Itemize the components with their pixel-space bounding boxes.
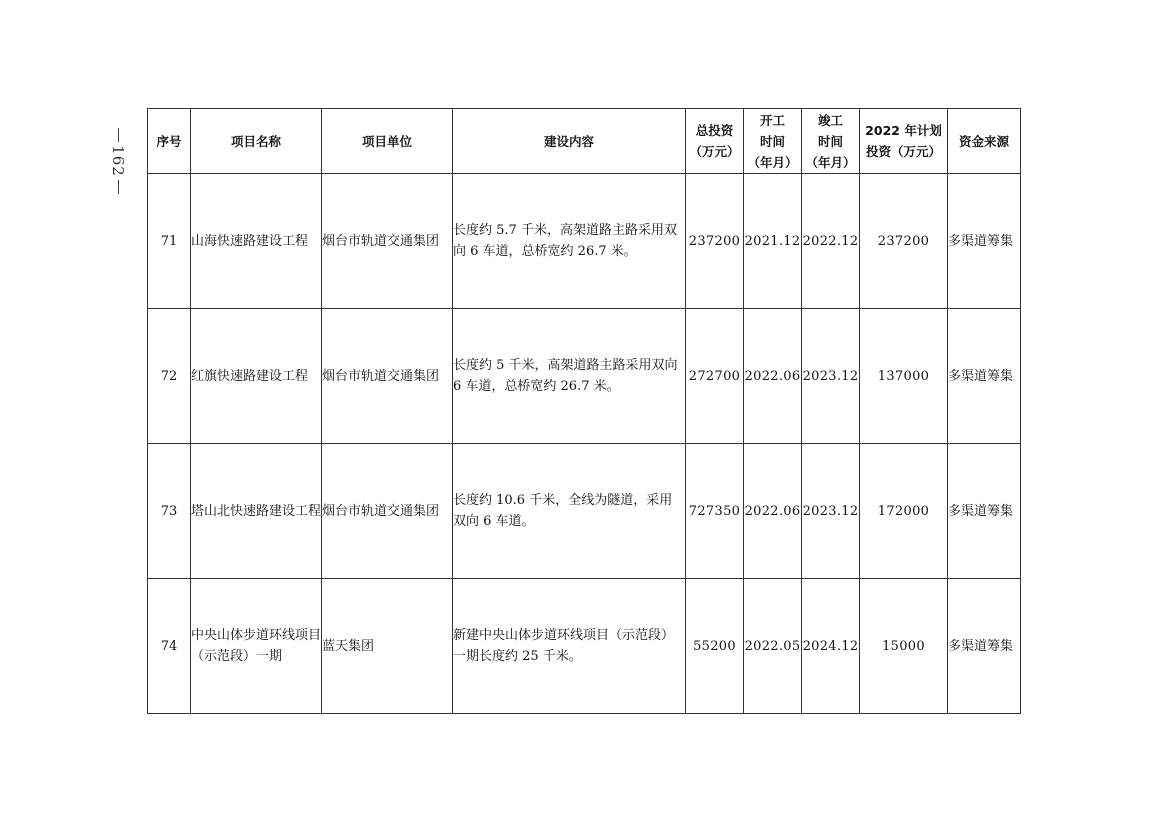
cell-construction-content: 长度约 10.6 千米，全线为隧道，采用双向 6 车道。 — [453, 444, 686, 579]
cell-project-unit: 蓝天集团 — [322, 579, 453, 714]
cell-construction-content: 长度约 5 千米，高架道路主路采用双向 6 车道，总桥宽约 26.7 米。 — [453, 309, 686, 444]
cell-project-name: 中央山体步道环线项目（示范段）一期 — [191, 579, 322, 714]
cell-end-time: 2023.12 — [802, 309, 860, 444]
cell-fund-source: 多渠道筹集 — [948, 579, 1021, 714]
cell-plan-investment: 15000 — [860, 579, 948, 714]
header-construction-content: 建设内容 — [453, 109, 686, 174]
header-start-unit: （年月） — [747, 154, 798, 170]
page-number-margin — [104, 128, 132, 228]
cell-project-unit: 烟台市轨道交通集团 — [322, 309, 453, 444]
table-row — [148, 309, 1021, 444]
cell-project-name: 红旗快速路建设工程 — [191, 309, 322, 444]
cell-seq: 72 — [148, 309, 191, 444]
header-project-name: 项目名称 — [191, 109, 322, 174]
header-project-unit: 项目单位 — [322, 109, 453, 174]
cell-project-name: 塔山北快速路建设工程 — [191, 444, 322, 579]
header-total-investment-unit: （万元） — [689, 144, 740, 159]
header-end-unit: （年月） — [805, 154, 856, 170]
table-row — [148, 579, 1021, 714]
header-start-line: 开工 — [759, 112, 785, 128]
cell-end-time: 2023.12 — [802, 444, 860, 579]
cell-total-investment: 237200 — [686, 174, 744, 309]
cell-construction-content: 长度约 5.7 千米，高架道路主路采用双向 6 车道，总桥宽约 26.7 米。 — [453, 174, 686, 309]
header-end-line: 时间 — [817, 133, 843, 149]
cell-project-name: 山海快速路建设工程 — [191, 174, 322, 309]
header-plan-unit: 投资（万元） — [865, 144, 941, 159]
table-header-row — [148, 109, 1021, 174]
table-row — [148, 444, 1021, 579]
cell-seq: 71 — [148, 174, 191, 309]
header-start-line: 时间 — [759, 133, 785, 149]
table-row — [148, 174, 1021, 309]
cell-total-investment: 272700 — [686, 309, 744, 444]
header-plan-investment — [860, 109, 948, 174]
header-fund-source: 资金来源 — [948, 109, 1021, 174]
cell-plan-investment: 137000 — [860, 309, 948, 444]
page-number-dash-top — [118, 128, 119, 142]
cell-fund-source: 多渠道筹集 — [948, 444, 1021, 579]
cell-project-unit: 烟台市轨道交通集团 — [322, 444, 453, 579]
header-total-investment — [686, 109, 744, 174]
header-end-time — [802, 109, 860, 174]
cell-total-investment: 727350 — [686, 444, 744, 579]
cell-project-unit: 烟台市轨道交通集团 — [322, 174, 453, 309]
cell-start-time: 2022.05 — [744, 579, 802, 714]
cell-start-time: 2021.12 — [744, 174, 802, 309]
header-end-line: 竣工 — [817, 112, 843, 128]
cell-end-time: 2022.12 — [802, 174, 860, 309]
header-total-investment-line: 总投资 — [695, 123, 734, 138]
cell-plan-investment: 172000 — [860, 444, 948, 579]
cell-end-time: 2024.12 — [802, 579, 860, 714]
cell-plan-investment: 237200 — [860, 174, 948, 309]
header-plan-line: 2022 年计划 — [865, 123, 942, 138]
page-number-dash-bottom — [118, 180, 119, 194]
project-table — [147, 108, 1021, 714]
cell-total-investment: 55200 — [686, 579, 744, 714]
page-number: 162 — [109, 145, 128, 177]
cell-construction-content: 新建中央山体步道环线项目（示范段）一期长度约 25 千米。 — [453, 579, 686, 714]
cell-start-time: 2022.06 — [744, 444, 802, 579]
cell-start-time: 2022.06 — [744, 309, 802, 444]
header-seq: 序号 — [148, 109, 191, 174]
cell-fund-source: 多渠道筹集 — [948, 309, 1021, 444]
cell-fund-source: 多渠道筹集 — [948, 174, 1021, 309]
header-start-time — [744, 109, 802, 174]
cell-seq: 73 — [148, 444, 191, 579]
cell-seq: 74 — [148, 579, 191, 714]
